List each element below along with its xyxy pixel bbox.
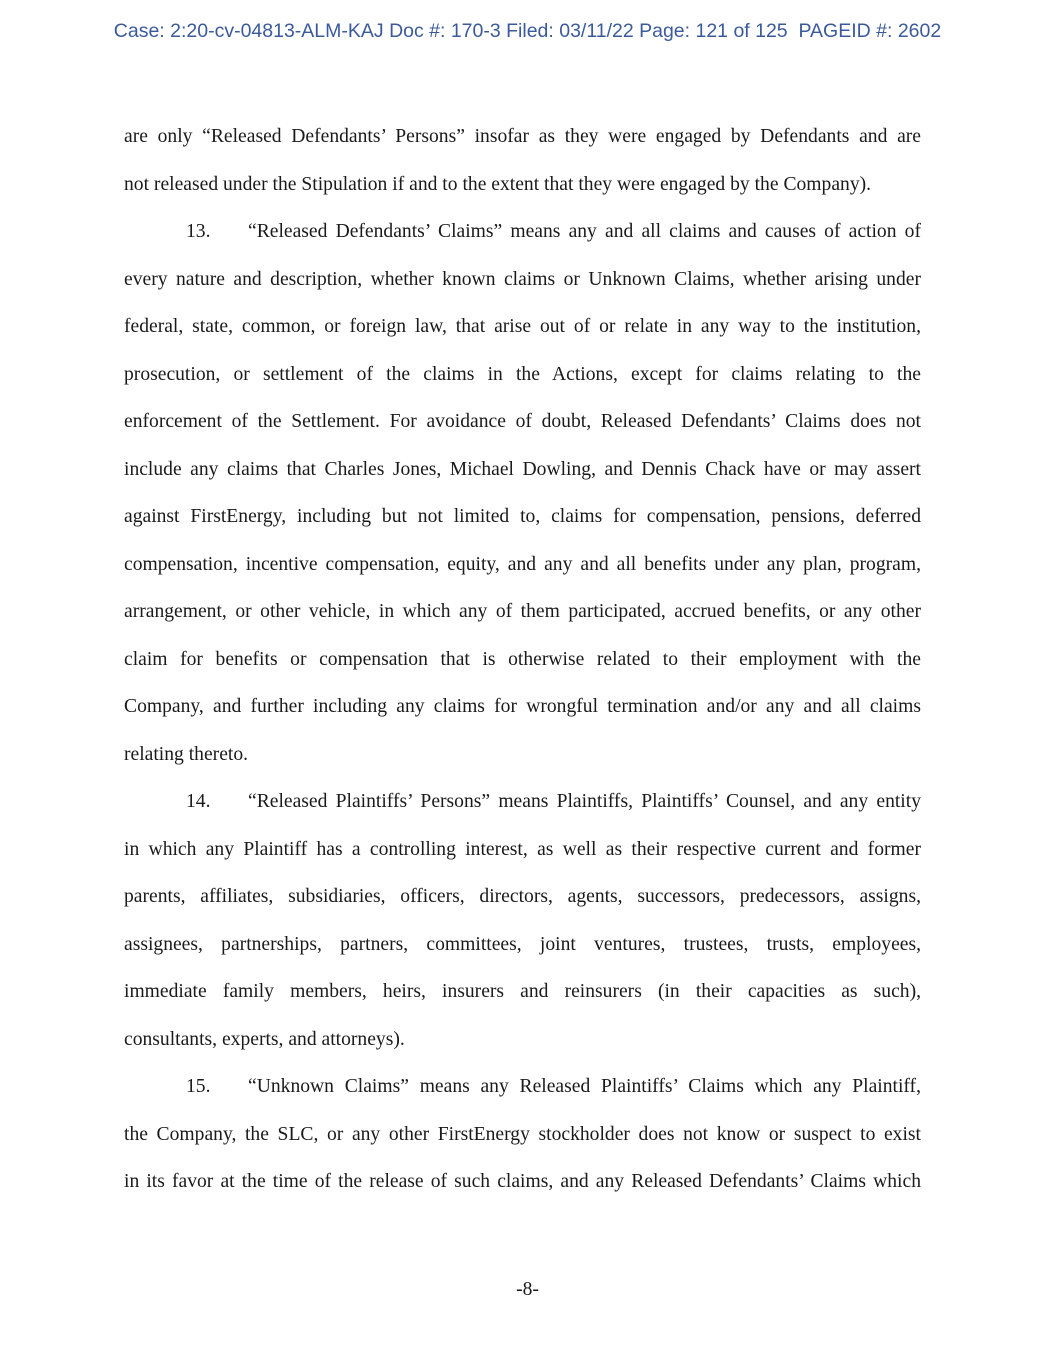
paragraph-text: “Unknown Claims” means any Released Plaintiffs’ Claims which any Plaintiff, bbox=[248, 1076, 921, 1097]
paragraph-number: 14. bbox=[186, 791, 211, 812]
body-line: claim for benefits or compensation that is otherwise related to their employment with the bbox=[124, 648, 921, 670]
paragraph-number: 13. bbox=[186, 221, 211, 242]
body-line: include any claims that Charles Jones, Michael Dowling, and Dennis Chack have or may assert bbox=[124, 458, 921, 480]
paragraph-15-first-line bbox=[124, 1063, 921, 1111]
body-line: arrangement, or other vehicle, in which any of them participated, accrued benefits, or any other bbox=[124, 601, 921, 622]
body-line: Company, and further including any claims for wrongful termination and/or any and all claims bbox=[124, 696, 921, 717]
page-number: -8- bbox=[516, 1279, 539, 1300]
paragraph-14-first-line bbox=[124, 778, 921, 826]
body-line: relating thereto. bbox=[124, 743, 249, 765]
body-line: compensation, incentive compensation, equity, and any and all benefits under any plan, program, bbox=[124, 553, 921, 575]
case-header: Case: 2:20-cv-04813-ALM-KAJ Doc #: 170-3 Filed: 03/11/22 Page: 121 of 125 PAGEID #: 2602 bbox=[113, 20, 942, 42]
body-line: enforcement of the Settlement. For avoidance of doubt, Released Defendants’ Claims does not bbox=[124, 411, 921, 432]
body-line: every nature and description, whether known claims or Unknown Claims, whether arising under bbox=[124, 268, 921, 290]
body-line: in which any Plaintiff has a controlling interest, as well as their respective current and former bbox=[124, 838, 921, 860]
paragraph-text: “Released Plaintiffs’ Persons” means Plaintiffs, Plaintiffs’ Counsel, and any entity bbox=[248, 791, 921, 812]
body-line: federal, state, common, or foreign law, that arise out of or relate in any way to the institution, bbox=[124, 316, 921, 337]
body-line: the Company, the SLC, or any other FirstEnergy stockholder does not know or suspect to exist bbox=[124, 1123, 921, 1145]
body-line: against FirstEnergy, including but not limited to, claims for compensation, pensions, deferred bbox=[124, 506, 921, 527]
body-line: immediate family members, heirs, insurers and reinsurers (in their capacities as such), bbox=[124, 981, 921, 1002]
body-line: in its favor at the time of the release of such claims, and any Released Defendants’ Claims which bbox=[124, 1171, 921, 1192]
paragraph-13-first-line bbox=[124, 208, 921, 256]
body-line: are only “Released Defendants’ Persons” insofar as they were engaged by Defendants and are bbox=[124, 126, 921, 147]
paragraph-text: “Released Defendants’ Claims” means any and all claims and causes of action of bbox=[248, 221, 921, 242]
body-line: prosecution, or settlement of the claims in the Actions, except for claims relating to the bbox=[124, 363, 921, 385]
body-line: assignees, partnerships, partners, committees, joint ventures, trustees, trusts, employees, bbox=[124, 933, 921, 955]
paragraph-number: 15. bbox=[186, 1076, 211, 1097]
body-line: consultants, experts, and attorneys). bbox=[124, 1028, 405, 1050]
body-line: parents, affiliates, subsidiaries, officers, directors, agents, successors, predecessors, assigns, bbox=[124, 886, 921, 907]
body-line: not released under the Stipulation if and to the extent that they were engaged by the Company). bbox=[124, 173, 872, 195]
document-body bbox=[124, 113, 921, 1206]
